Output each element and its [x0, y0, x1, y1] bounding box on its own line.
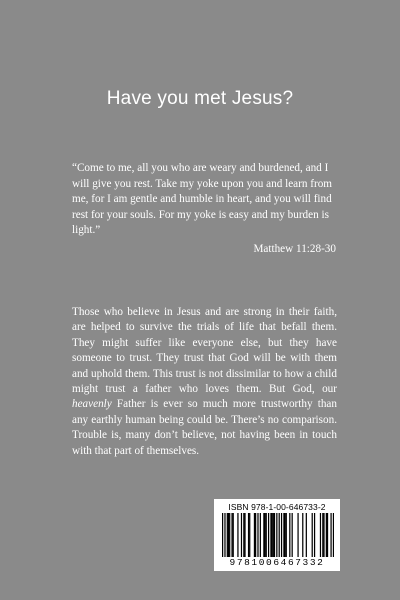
barcode-bar: [306, 513, 307, 557]
barcode-bar: [326, 513, 327, 557]
scripture-quote: “Come to me, all you who are weary and burdened, and I will give you rest. Take my yoke upon you and learn from me, for I am gentle and humble in heart, and you will find rest for your souls. For my yoke is easy and my burden is light.”: [72, 162, 332, 236]
barcode-bar: [266, 513, 267, 557]
barcode-bar: [276, 513, 277, 557]
barcode-bar: [263, 513, 264, 557]
barcode-bar: [264, 513, 265, 557]
isbn-barcode: [214, 499, 340, 571]
barcode-bar: [320, 513, 321, 557]
barcode-bar: [248, 513, 249, 557]
barcode-bar: [312, 513, 313, 557]
barcode-bar: [268, 513, 269, 557]
blurb-text-part-2: Father is ever so much more trustworthy than any earthly human being could be. There’s no comparison. Trouble is, many don’t believe, not having been in touch with that part of themselves.: [72, 398, 337, 457]
barcode-bar: [249, 513, 250, 557]
barcode-bar: [231, 513, 232, 557]
barcode-bar: [229, 513, 230, 557]
barcode-bar: [224, 513, 225, 557]
barcode-bar: [254, 513, 255, 557]
barcode-bar: [314, 513, 315, 557]
barcode-bar: [260, 513, 261, 557]
barcode-bar: [228, 513, 229, 557]
barcode-bar: [222, 513, 223, 557]
barcode-bar: [233, 513, 234, 557]
barcode-bar: [283, 513, 284, 557]
scripture-reference: Matthew 11:28-30: [253, 243, 336, 255]
barcode-bar: [243, 513, 244, 557]
barcode-bar: [297, 513, 298, 557]
barcode-bar: [281, 513, 282, 557]
barcode-bar: [255, 513, 256, 557]
barcode-bar: [244, 513, 245, 557]
barcode-bars: [222, 513, 334, 557]
barcode-bar: [333, 513, 334, 557]
barcode-bar: [330, 513, 331, 557]
barcode-bar: [322, 513, 323, 557]
barcode-bar: [302, 513, 303, 557]
barcode-bar: [284, 513, 285, 557]
cover-title: Have you met Jesus?: [106, 88, 294, 109]
barcode-bar: [237, 513, 238, 557]
barcode-bar: [323, 513, 324, 557]
barcode-bar: [273, 513, 274, 557]
blurb-italic-word: heavenly: [72, 398, 112, 411]
barcode-bar: [270, 513, 271, 557]
barcode-bar: [327, 513, 328, 557]
barcode-bar: [289, 513, 290, 557]
isbn-label: ISBN 978-1-00-646733-2: [228, 502, 326, 512]
barcode-bar: [257, 513, 258, 557]
blurb-text-part-1: Those who believe in Jesus and are strong in their faith, are helped to survive the trials of life that befall them. They might suffer like everyone else, but they have someone to trust. They trust that God will be with them and uphold them. This trust is not dissimilar to how a child might trust a father who loves them. But God, our: [72, 306, 337, 396]
barcode-bar: [227, 513, 228, 557]
barcode-bar: [279, 513, 280, 557]
barcode-bar: [241, 513, 242, 557]
blurb-text: [72, 305, 337, 459]
barcode-bar: [286, 513, 287, 557]
barcode-digits: 9781006467332: [229, 557, 325, 568]
barcode-bar: [274, 513, 275, 557]
barcode-bar: [272, 513, 273, 557]
barcode-bar: [292, 513, 293, 557]
